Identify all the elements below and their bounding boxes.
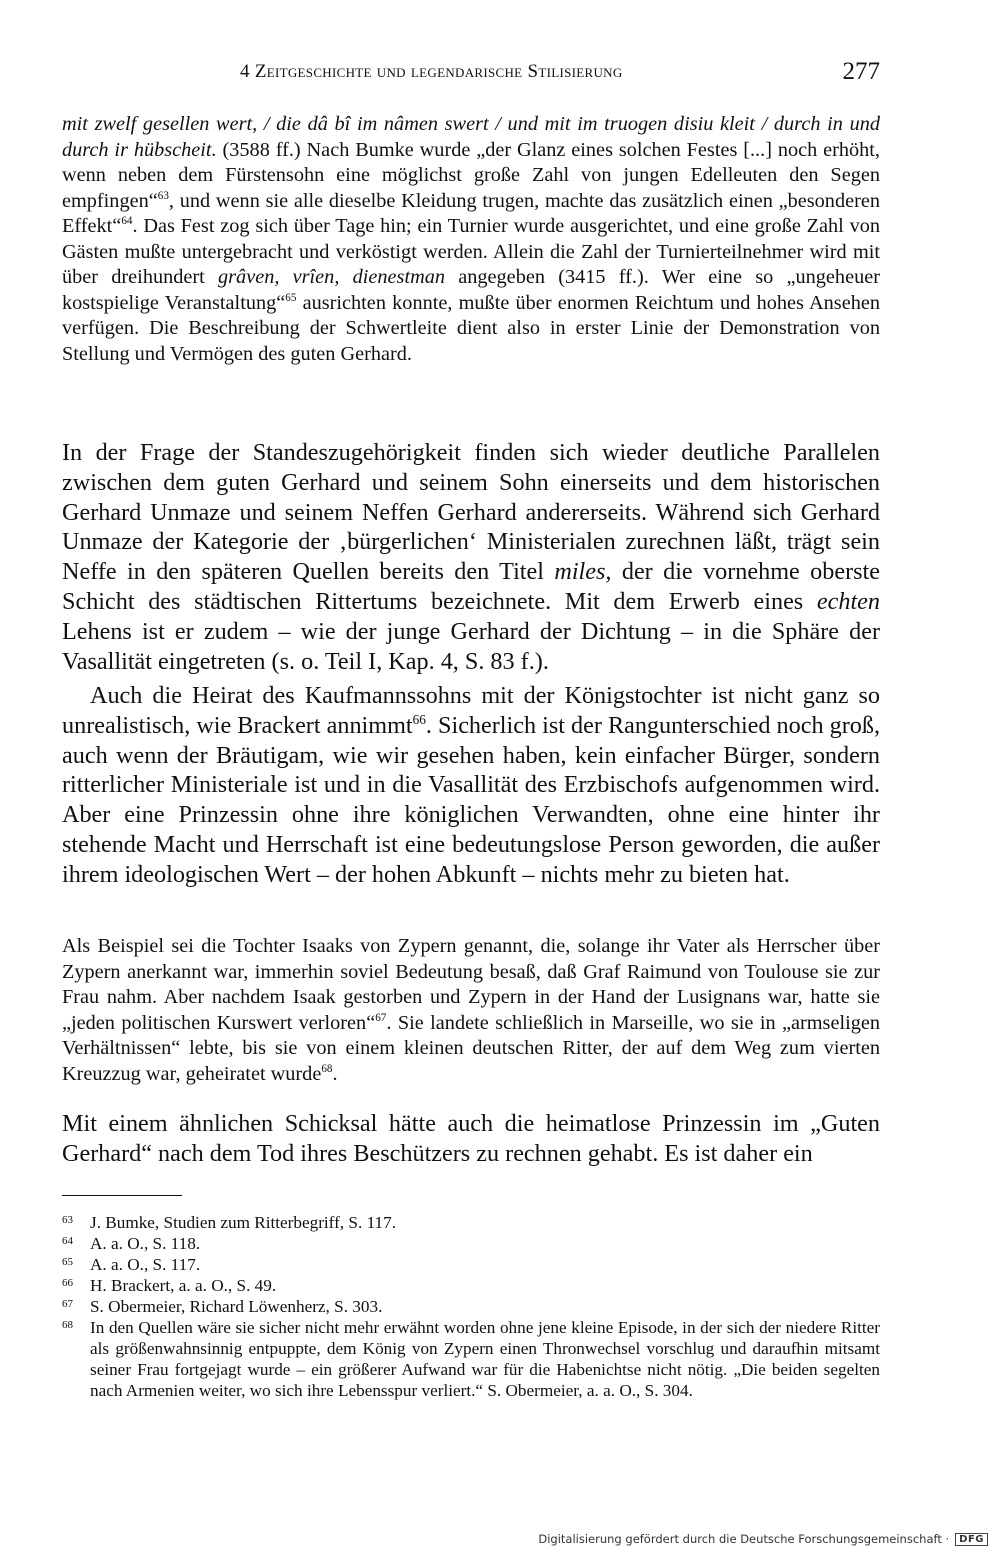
text-run: Als Beispiel sei die Tochter Isaaks von Zypern genannt, die, solange ihr Vater als Herrscher über Zypern anerkannt war, immerhin soviel Bedeutung besaß, daß Graf Raimund von Toulouse sie zur Frau nahm. Aber nachdem Isaak gestorben und Zypern in der Hand der Lusignans war, hatte sie „jeden politischen Kurswert verloren“ [62,935,880,1034]
footnote-number: 67 [62,1298,73,1310]
footnote [62,1317,880,1401]
page-number: 277 [842,58,880,85]
footnote-text: J. Bumke, Studien zum Ritterbegriff, S. 117. [90,1213,397,1232]
italic-term: miles, [554,558,612,586]
text-run: Auch die Heirat des Kaufmannssohns mit der Königstochter ist nicht ganz so unrealistisch, wie Brackert annimmt [62,682,880,739]
text-run: . Sie landete schließlich in Marseille, wo sie in „armseligen Verhältnissen“ lebte, bis sie von einem kleinen deutschen Ritter, der auf dem Weg zum vierten Kreuzzug war, geheiratet wurde [62,1011,880,1085]
footnote-number: 68 [62,1319,73,1331]
running-header [62,58,880,88]
footnote-text: A. a. O., S. 117. [90,1255,201,1274]
footnote-ref-65: 65 [285,291,297,304]
text-run: angegeben (3415 ff.). Wer eine so „ungeheuer kostspielige Veranstaltung“ [62,266,880,314]
text-run: , und wenn sie alle dieselbe Kleidung trugen, machte das zusätzlich einen „besonderen Effekt“ [62,189,880,237]
paragraph-1 [62,112,880,367]
footnote-ref-64: 64 [121,215,133,228]
paragraph-5 [62,1109,880,1169]
footnote-text: S. Obermeier, Richard Löwenherz, S. 303. [90,1297,383,1316]
verse-quote: mit zwelf gesellen wert, / die dâ bî im nâmen swert / und mit im truogen disiu kleit / durch in und durch ir hübscheit. [62,113,880,161]
footnote [62,1254,880,1275]
footnote-number: 65 [62,1256,73,1268]
footnote [62,1212,880,1233]
text-run: . Sicherlich ist der Rangunterschied noch groß, auch wenn der Bräutigam, wie wir gesehen haben, kein einfacher Bürger, sondern ritterlicher Ministeriale ist und in die Vasallität des Erzbischofs aufgenommen wird. Aber eine Prinzessin ohne ihre königlichen Verwandten, ohne eine hinter ihr stehende Macht und Herrschaft ist eine bedeutungslose Person geworden, die außer ihrem ideologischen Wert – der hohen Abkunft – nichts mehr zu bieten hat. [62,711,880,888]
text-run: Lehens ist er zudem – wie der junge Gerhard der Dichtung – in die Sphäre der Vasallität eingetreten (s. o. Teil I, Kap. 4, S. 83 f.). [62,617,880,675]
footnote-separator [62,1195,182,1196]
footnote-ref-66: 66 [412,711,426,727]
italic-term: echten [816,587,880,615]
paragraph-4 [62,934,880,1087]
footnote [62,1275,880,1296]
digitization-footer [538,1532,988,1546]
running-title: 4 Zeitgeschichte und legendarische Stilisierung [240,61,623,82]
footnote-ref-67: 67 [375,1011,387,1024]
text-run: . Das Fest zog sich über Tage hin; ein Turnier wurde ausgerichtet, und eine große Zahl von Gästen mußte untergebracht und verköstigt werden. Allein die Zahl der Turnierteilnehmer wird mit über dreihundert [62,215,880,288]
footnote-text: H. Brackert, a. a. O., S. 49. [90,1276,277,1295]
paragraph-3 [62,681,880,890]
digitization-note: Digitalisierung gefördert durch die Deutsche Forschungsgemeinschaft · [538,1532,950,1546]
text-run: Mit einem ähnlichen Schicksal hätte auch die heimatlose Prinzessin im „Guten Gerhard“ nach dem Tod ihres Beschützers zu rechnen gehabt. Es ist daher ein [62,1110,880,1167]
dfg-logo: DFG [955,1533,988,1546]
text-run: (3588 ff.) Nach Bumke wurde „der Glanz eines solchen Festes [...] noch erhöht, wenn neben dem Fürstensohn eine möglichst große Zahl von jungen Edelleuten den Segen empfingen“ [62,138,880,212]
paragraph-2 [62,438,880,676]
text-run: In der Frage der Standeszugehörigkeit finden sich wieder deutliche Parallelen zwischen dem guten Gerhard und seinem Sohn einerseits und dem historischen Gerhard Unmaze und seinem Neffen Gerhard andererseits. Während sich Gerhard Unmaze der Kategorie der ‚bürgerlichen‘ Ministerialen zurechnen läßt, trägt sein Neffe in den späteren Quellen bereits den Titel [62,439,880,586]
footnote-ref-63: 63 [157,189,169,202]
footnote [62,1233,880,1254]
text-run: ausrichten konnte, mußte über enormen Reichtum und hohes Ansehen verfügen. Die Beschreibung der Schwertleite dient also in erster Linie der Demonstration von Stellung und Vermögen des guten Gerhard. [62,291,880,365]
footnote-number: 64 [62,1235,73,1247]
text-run: der die vornehme oberste Schicht des städtischen Rittertums bezeichnete. Mit dem Erwerb eines [62,558,880,615]
footnote-number: 63 [62,1214,73,1226]
text-run: . [332,1062,338,1085]
italic-term: grâven, vrîen, dienestman [218,266,446,288]
footnote-number: 66 [62,1277,73,1289]
footnote-text: A. a. O., S. 118. [90,1234,201,1253]
footnote-ref-68: 68 [321,1062,333,1075]
footnote-text: In den Quellen wäre sie sicher nicht mehr erwähnt worden ohne jene kleine Episode, in der sich der niedere Ritter als größenwahnsinnig entpuppte, dem König von Zypern einen Thronwechsel vorschlug und daraufhin mitsamt seiner Frau fortgejagt wurde – ein größerer Aufwand war für die Habenichtse nicht nötig. „Die beiden segelten nach Armenien weiter, wo sich ihre Lebensspur verliert.“ S. Obermeier, a. a. O., S. 304. [90,1318,880,1400]
footnote [62,1296,880,1317]
footnotes [62,1212,880,1401]
